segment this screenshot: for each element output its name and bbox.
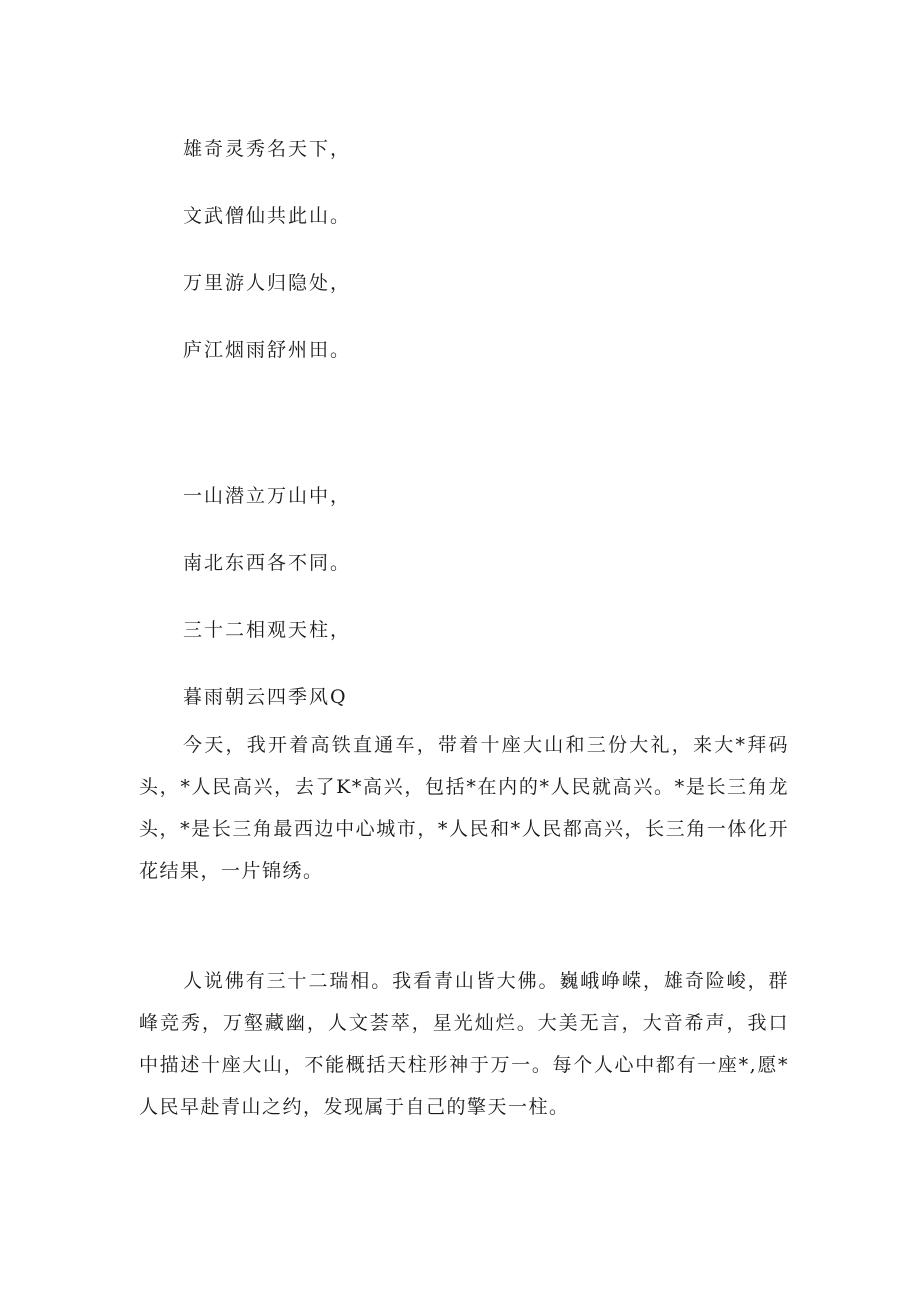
paragraph-2: 人说佛有三十二瑞相。我看青山皆大佛。巍峨峥嵘，雄奇险峻，群峰竞秀，万壑藏幽，人文荟萃，星光灿烂。大美无言，大音希声，我口中描述十座大山，不能概括天柱形神于万一。每个人心中都有一座*,愿*人民早赴青山之约，发现属于自己的擎天一柱。 xyxy=(139,970,789,1118)
poem1-line-4: 庐江烟雨舒州田。 xyxy=(183,339,352,361)
poem1-line-3: 万里游人归隐处， xyxy=(183,272,352,294)
paragraph-1: 今天，我开着高铁直通车，带着十座大山和三份大礼，来大*拜码头，*人民高兴，去了K*高兴，包括*在内的*人民就高兴。*是长三角龙头，*是长三角最西边中心城市，*人民和*人民都高兴，长三角一体化开花结果，一片锦绣。 xyxy=(139,734,789,882)
poem2-line-4: 暮雨朝云四季风Q xyxy=(183,686,348,708)
poem2-line-2: 南北东西各不同。 xyxy=(183,552,352,574)
poem2-line-3: 三十二相观天柱， xyxy=(183,619,352,641)
poem1-line-2: 文武僧仙共此山。 xyxy=(183,205,352,227)
poem2-line-1: 一山潜立万山中， xyxy=(183,485,352,507)
poem1-line-1: 雄奇灵秀名天下， xyxy=(183,138,352,160)
